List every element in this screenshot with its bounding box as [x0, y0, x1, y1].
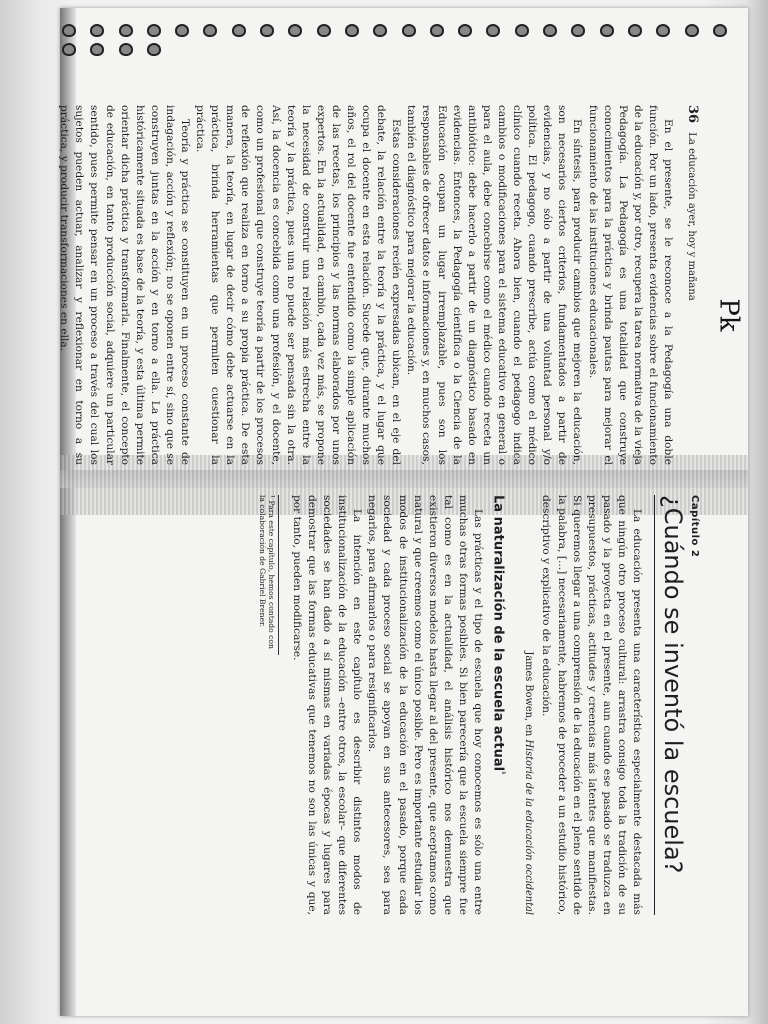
paragraph: La intención en este capítulo es describir distintos modos de institucionalización de la educación –entre otros, la escolar– que diferentes sociedades se han dado a sí mismas en variadas épocas y lugares para demostrar que las formas educativas que tenemos no son las únicas y que, por tanto, pueden modificarse. — [290, 495, 364, 915]
footnote: ¹ Para este capítulo, hemos contado con la colaboración de Gabriel Brener. — [258, 495, 279, 655]
section-title-text: La naturalización de la escuela actual — [491, 495, 507, 772]
paragraph: En el presente, se le reconoce a la Pedagogía una doble función. Por un lado, presenta evidencias sobre el funcionamiento de la educación y, por otro, recupera la tarea normativa de la vieja Pedagogía. La Pedagogía es una totalidad que construye conocimientos para la práctica y brinda pautas para mejorar el funcionamiento de las instituciones educacionales. — [586, 105, 674, 465]
epigraph-source — [523, 645, 534, 915]
epigraph: La educación presenta una característica especialmente destacada más que ningún otro proceso cultural: arrastra consigo toda la tradición de su pasado y la proyecta en el presente, aun cuando ese pasado se traduzca en presupuestos, prácticas, actitudes y creencias más latentes que manifiestas. Si queremos llegar a una comprensión de la educación en el pleno sentido de la palabra, [...] necesariamente, habremos de proceder a un estudio histórico, descriptivo y explicativo de la educación. — [540, 495, 643, 915]
chapter-title: ¿Cuándo se inventó la escuela? — [659, 495, 687, 874]
footnote-mark: ¹ — [498, 771, 508, 775]
epigraph-work: Historia de la educación occidental — [523, 739, 535, 915]
running-head-title: La educación ayer, hoy y mañana — [686, 132, 697, 301]
paragraph: Las prácticas y el tipo de escuela que hoy conocemos es sólo una entre muchas otras formas posibles. Si bien parecería que la escuela siempre fue tal como es en la actualidad, el análisis histórico nos demuestra que existieron diversos modelos hasta llegar al del presente, que aceptamos como natural y que creemos como el único posible. Pero es importante estudiar los modos de institucionalización de la educación en el pasado, porque cada sociedad y cada proceso social se apoyan en sus antecesores, sea para negarlos, para afirmarlos o para resignificarlos. — [366, 495, 485, 915]
running-head — [685, 105, 700, 465]
paragraph: En síntesis, para producir cambios que mejoren la educación, son necesarios ciertos criterios, fundamentados a partir de evidencias, y no sólo a partir de una voluntad personal y/o política. El pedagogo, cuando prescribe, actúa como el médico clínico cuando receta. Ahora bien, cuando el pedagogo indica cambios o modificaciones para el sistema educativo en general o para el aula, debe concebirse como el médico cuando receta un antibiótico: debe hacerlo a partir de un diagnóstico basado en evidencias. Entonces, la Pedagogía científica o la Ciencia de la Educación ocupan un lugar irremplazable, pues son los responsables de ofrecer datos e informaciones y, en muchos casos, también el diagnóstico para mejorar la educación. — [405, 105, 584, 465]
chapter-2-page — [258, 495, 700, 915]
section-title — [491, 495, 507, 915]
handwritten-mark: Pk — [713, 298, 744, 332]
paragraph: Teoría y práctica se constituyen en un proceso constante de indagación, acción y reflexión; no se oponen entre sí, sino que se construyen juntas en la acción y en torno a ella. La práctica históricamente situada es base de la teoría, y esta última permite orientar dicha práctica y transformarla. Finalmente, el concepto de educación, en tanto producción social, adquiere un particular sentido, pues permite pensar en un proceso a través del cual los sujetos pueden actuar, analizar y reflexionar en torno a su práctica, y producir transformaciones en ella. — [58, 105, 191, 465]
paragraph: Estas consideraciones recién expresadas ubican, en el eje del debate, la relación entre la teoría y la práctica, y el lugar que ocupa el docente en esta relación. Sucede que, durante muchos años, el rol del docente fue entendido como la simple aplicación de las recetas, los principios y las normas elaborados por unos expertos. En la actualidad, en cambio, cada vez más, se propone la necesidad de construir una relación más estrecha entre la teoría y la práctica, pues una no puede ser pensada sin la otra. Así, la docencia es concebida como una profesión, y el docente, como un profesional que construye teoría a partir de los procesos de reflexión que realiza en torno a su propia práctica. De esta manera, la teoría, en lugar de decir cómo debe actuarse en la práctica, brinda herramientas que permiten cuestionar la práctica. — [194, 105, 403, 465]
spiral-binding — [62, 22, 746, 36]
chapter-label: Capítulo 2 — [689, 495, 700, 558]
epigraph-author: James Bowen, en — [523, 651, 535, 737]
title-rule — [654, 495, 655, 915]
page-number: 36 — [685, 105, 700, 124]
page-36 — [56, 105, 700, 465]
